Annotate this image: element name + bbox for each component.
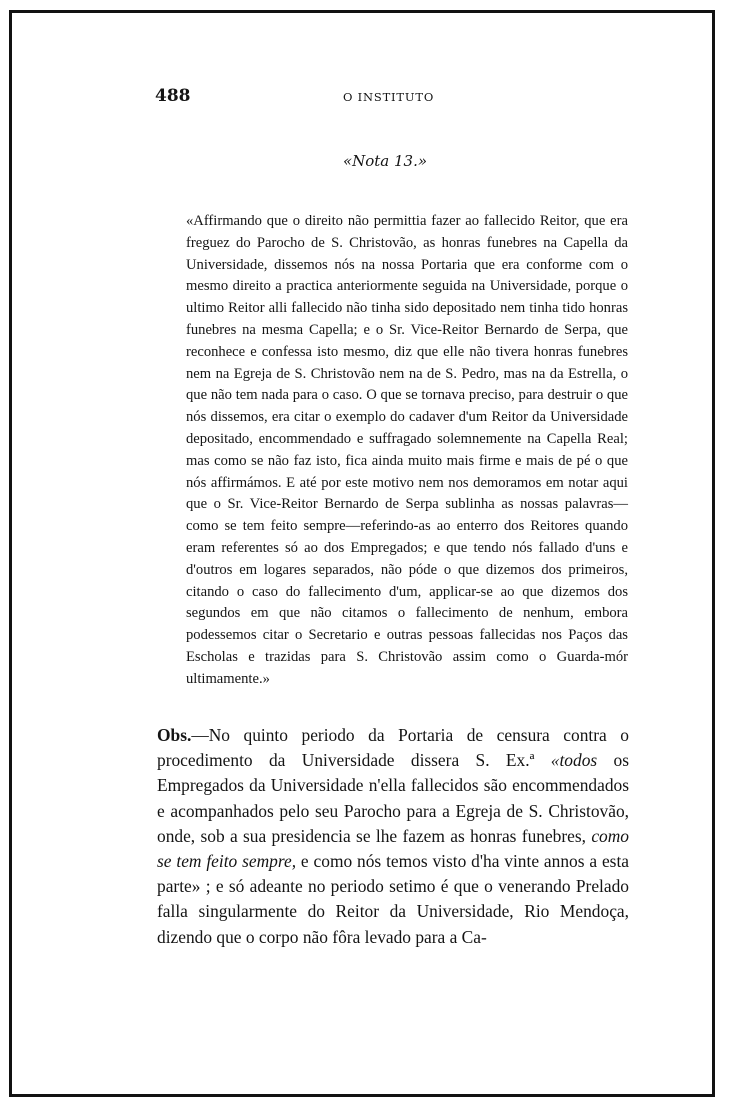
obs-text-1: —No quinto periodo da Portaria de censura contra o procedimento da Universidade dissera S. Ex.ª (157, 725, 629, 771)
obs-text-2: os Empregados da Universidade n'ella fallecidos são encommendados e acompanhados pelo seu Parocho para a Egreja de S. Christovão, onde, sob a sua presidencia se lhe fazem as honras funebres, (157, 750, 630, 846)
page-number: 488 (155, 86, 191, 106)
running-title: O INSTITUTO (343, 90, 435, 104)
obs-paragraph (157, 723, 629, 950)
obs-text-3: e como nós temos visto d'ha vinte annos a esta parte» ; e só adeante no periodo setimo é que o venerando Prelado falla singularmente do Reitor da Universidade, Rio Mendoça, dizendo que o corpo não fôra levado para a Ca- (157, 851, 629, 947)
obs-quoted-italic: «todos (550, 750, 598, 771)
obs-text (157, 723, 629, 950)
quoted-note-block (186, 211, 628, 691)
note-title: «Nota 13.» (342, 152, 428, 170)
quoted-note-text: «Affirmando que o direito não permittia fazer ao fallecido Reitor, que era freguez do Parocho de S. Christovão, as honras funebres na Capella da Universidade, dissemos nós na nossa Portaria que era conforme com o mesmo direito a practica anteriormente seguida na Universidade, porque o ultimo Reitor alli fallecido não tinha sido depositado nem tinha tido honras funebres na mesma Capella; e o Sr. Vice-Reitor Bernardo de Serpa, que reconhece e confessa isto mesmo, diz que elle não tivera honras funebres nem na Egreja de S. Christovão nem na de S. Pedro, mas na da Estrella, o que não tem nada para o caso. O que se tornava preciso, para destruir o que nós dissemos, era citar o exemplo do cadaver d'um Reitor da Universidade depositado, encommendado e suffragado solemnemente na Capella Real; mas como se não faz isto, fica ainda muito mais firme e mais de pé o que nós affirmámos. E até por este motivo nem nos demoramos em notar aqui que o Sr. Vice-Reitor Bernardo de Serpa sublinha as nossas palavras—como se tem feito sempre—referindo-as ao enterro dos Reitores quando eram referentes só ao dos Empregados; e que tendo nós fallado d'uns e d'outros em logares separados, não póde o que dizemos dos primeiros, citando o caso do fallecimento d'um, applicar-se ao que dizemos dos segundos em que não citamos o fallecimento de nenhum, embora podessemos citar o Secretario e outras pessoas fallecidas nos Paços das Escholas e trazidas para S. Christovão assim como o Guarda-mór ultimamente.» (186, 213, 628, 687)
obs-label: Obs. (157, 725, 192, 745)
obs-italic-phrase: como se tem feito sempre, (157, 825, 629, 872)
page-header (155, 86, 635, 108)
